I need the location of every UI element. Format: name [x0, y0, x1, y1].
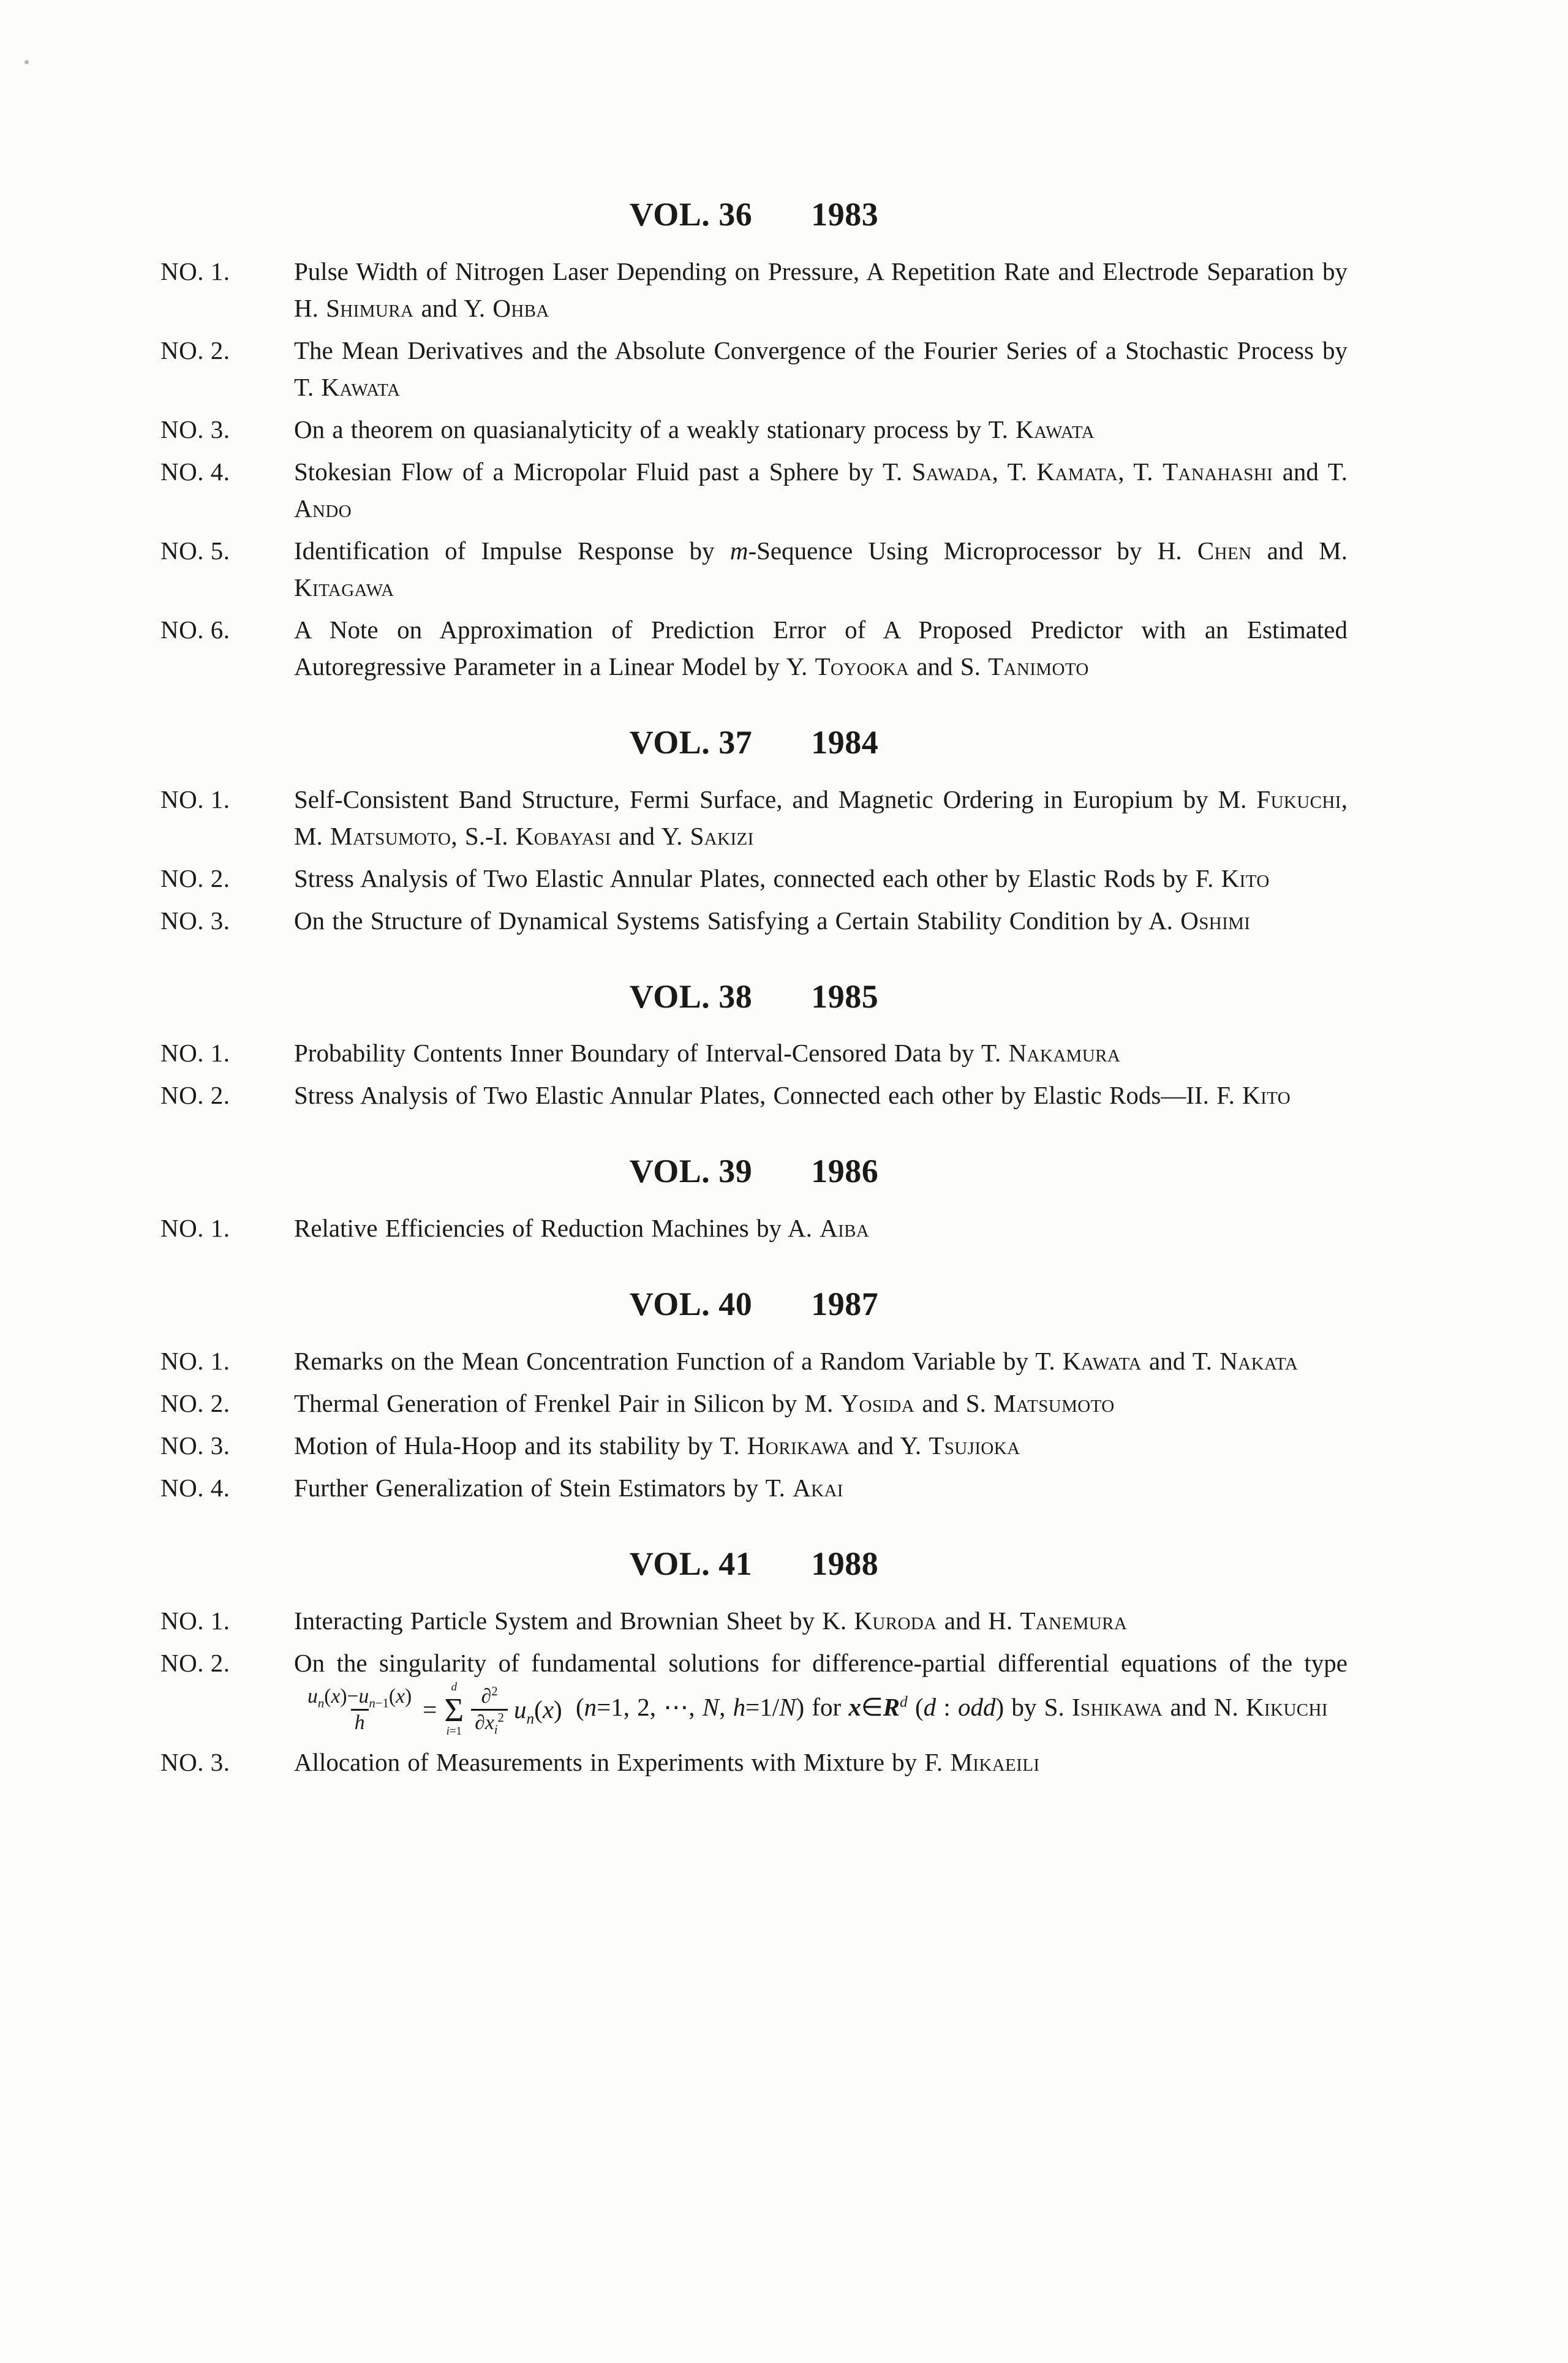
entry-list [160, 1035, 1348, 1114]
entry-number: NO. 2. [160, 864, 230, 892]
volume-section [160, 977, 1348, 1114]
volume-label: VOL. 37 [629, 723, 753, 761]
entry-text: Thermal Generation of Frenkel Pair in Silicon by M. Yosida and S. Matsumoto [294, 1389, 1115, 1417]
volume-label: VOL. 38 [629, 978, 753, 1015]
toc-entry [160, 332, 1348, 405]
entry-list [160, 1343, 1348, 1506]
entry-number: NO. 3. [160, 415, 230, 443]
volume-heading [160, 1284, 1348, 1324]
entry-list [160, 781, 1348, 939]
entry-number: NO. 4. [160, 1473, 230, 1502]
volume-section [160, 723, 1348, 939]
toc-entry [160, 1645, 1348, 1738]
entry-text: Further Generalization of Stein Estimators by T. Akai [294, 1473, 843, 1502]
volume-year: 1986 [811, 1153, 879, 1190]
toc-entry [160, 1210, 1348, 1246]
volume-heading [160, 1544, 1348, 1584]
entry-text: Motion of Hula-Hoop and its stability by T. Horikawa and Y. Tsujioka [294, 1431, 1020, 1460]
volume-heading [160, 1151, 1348, 1191]
entry-text: On a theorem on quasianalyticity of a weakly stationary process by T. Kawata [294, 415, 1095, 443]
entry-list [160, 253, 1348, 685]
volume-year: 1985 [811, 978, 879, 1015]
entry-text: On the singularity of fundamental solutions for difference-partial differential equations of the type $\frac{u_n(x)-u_{n-1}(x)}{h}$ = d Σ i=1 $\frac{\partial^2}{\partial x_i^2}$ $u_n(x)$ (n=1, 2, ⋯, N, h=1/N) for $x\in R^d$ (d : odd) by S. Ishikawa and N. Kikuchi [294, 1648, 1348, 1738]
toc-entry [160, 902, 1348, 939]
toc-entry [160, 1343, 1348, 1379]
toc-entry [160, 1602, 1348, 1639]
entry-number: NO. 3. [160, 906, 230, 935]
volume-year: 1988 [811, 1545, 879, 1582]
toc-entry [160, 1469, 1348, 1506]
volume-section [160, 1544, 1348, 1781]
entry-text: Stokesian Flow of a Micropolar Fluid past a Sphere by T. Sawada, T. Kamata, T. Tanahashi and T. Ando [294, 457, 1348, 522]
toc-entry [160, 611, 1348, 685]
entry-text: Self-Consistent Band Structure, Fermi Surface, and Magnetic Ordering in Europium by M. Fukuchi, M. Matsumoto, S.-I. Kobayasi and Y. Sakizi [294, 785, 1348, 850]
entry-number: NO. 1. [160, 1606, 230, 1635]
volume-label: VOL. 40 [629, 1286, 753, 1323]
entry-text: Stress Analysis of Two Elastic Annular Plates, Connected each other by Elastic Rods—II. F. Kito [294, 1081, 1291, 1110]
toc-entry [160, 1427, 1348, 1464]
entry-text: Interacting Particle System and Brownian Sheet by K. Kuroda and H. Tanemura [294, 1606, 1128, 1635]
entry-text: Pulse Width of Nitrogen Laser Depending on Pressure, A Repetition Rate and Electrode Separation by H. Shimura and Y. Ohba [294, 257, 1348, 322]
toc-entry [160, 860, 1348, 897]
entry-text: The Mean Derivatives and the Absolute Convergence of the Fourier Series of a Stochastic Process by T. Kawata [294, 336, 1348, 401]
volume-label: VOL. 39 [629, 1153, 753, 1190]
entry-number: NO. 3. [160, 1748, 230, 1777]
volume-section [160, 1151, 1348, 1246]
entry-list [160, 1210, 1348, 1246]
scan-artifact [24, 60, 29, 64]
entry-text: Allocation of Measurements in Experiments with Mixture by F. Mikaeili [294, 1748, 1040, 1777]
difference-equation-formula: $\frac{u_n(x)-u_{n-1}(x)}{h}$ = d Σ i=1 $\frac{\partial^2}{\partial x_i^2}$ $u_n(x)$ [307, 1680, 562, 1738]
entry-text: Relative Efficiencies of Reduction Machines by A. Aiba [294, 1214, 870, 1243]
entry-text: Identification of Impulse Response by m-Sequence Using Microprocessor by H. Chen and M. Kitagawa [294, 536, 1348, 601]
entry-text: On the Structure of Dynamical Systems Satisfying a Certain Stability Condition by A. Oshimi [294, 906, 1251, 935]
entry-number: NO. 2. [160, 1389, 230, 1417]
entry-number: NO. 6. [160, 615, 230, 644]
volume-section [160, 195, 1348, 685]
volume-heading [160, 977, 1348, 1017]
toc-entry [160, 1385, 1348, 1422]
entry-number: NO. 2. [160, 1081, 230, 1110]
toc-entry [160, 453, 1348, 527]
volume-heading [160, 195, 1348, 235]
entry-number: NO. 1. [160, 1346, 230, 1375]
entry-number: NO. 2. [160, 336, 230, 364]
entry-number: NO. 1. [160, 1214, 230, 1243]
toc-entry [160, 781, 1348, 854]
volume-heading [160, 723, 1348, 763]
entry-text: Probability Contents Inner Boundary of Interval-Censored Data by T. Nakamura [294, 1039, 1121, 1068]
entry-text: Stress Analysis of Two Elastic Annular Plates, connected each other by Elastic Rods by F. Kito [294, 864, 1270, 892]
entry-number: NO. 1. [160, 785, 230, 813]
entry-number: NO. 1. [160, 257, 230, 285]
volume-section [160, 1284, 1348, 1506]
toc-entry [160, 1035, 1348, 1071]
volume-year: 1983 [811, 196, 879, 233]
toc-entry [160, 411, 1348, 448]
toc-entry [160, 1744, 1348, 1781]
entry-list [160, 1602, 1348, 1781]
entry-text: A Note on Approximation of Prediction Error of A Proposed Predictor with an Estimated Autoregressive Parameter in a Linear Model by Y. Toyooka and S. Tanimoto [294, 615, 1348, 680]
entry-number: NO. 4. [160, 457, 230, 486]
toc-entry [160, 253, 1348, 326]
volume-label: VOL. 36 [629, 196, 753, 233]
entry-number: NO. 5. [160, 536, 230, 565]
entry-text: Remarks on the Mean Concentration Function of a Random Variable by T. Kawata and T. Nakata [294, 1346, 1298, 1375]
volume-year: 1987 [811, 1286, 879, 1323]
entry-number: NO. 1. [160, 1039, 230, 1068]
entry-number: NO. 3. [160, 1431, 230, 1460]
toc-entry [160, 1077, 1348, 1114]
entry-number: NO. 2. [160, 1648, 230, 1677]
volume-label: VOL. 41 [629, 1545, 753, 1582]
toc-entry [160, 532, 1348, 606]
toc-content [160, 195, 1348, 1786]
volume-year: 1984 [811, 723, 879, 761]
